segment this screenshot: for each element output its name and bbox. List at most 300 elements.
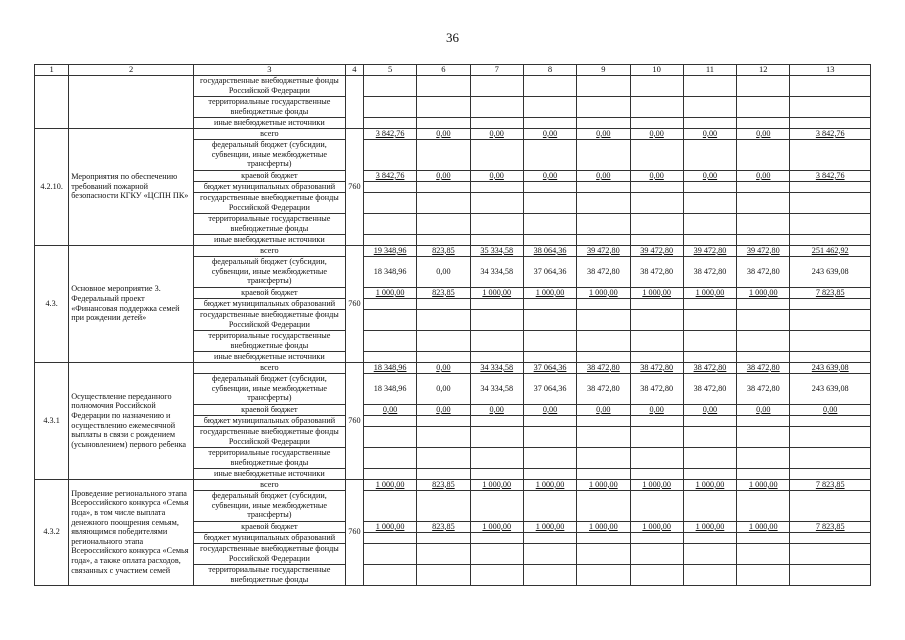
- value-cell: [523, 245, 576, 256]
- value-cell: [417, 117, 470, 128]
- value-cell: [630, 490, 683, 521]
- row-code: [35, 75, 69, 128]
- value-cell: [790, 245, 871, 256]
- value-text: 1 000,00: [482, 521, 512, 531]
- column-header: 10: [630, 65, 683, 76]
- value-cell: [683, 351, 736, 362]
- value-text: 0,00: [436, 404, 451, 414]
- value-text: 0,00: [542, 128, 558, 138]
- value-text: 39 472,80: [640, 245, 674, 255]
- value-cell: [737, 543, 790, 564]
- value-text: 38 472,80: [746, 266, 780, 276]
- value-cell: [737, 170, 790, 181]
- value-cell: [470, 330, 523, 351]
- value-cell: [417, 415, 470, 426]
- value-text: 38 064,36: [533, 245, 567, 255]
- value-cell: [417, 330, 470, 351]
- value-cell: [737, 426, 790, 447]
- value-cell: [630, 256, 683, 287]
- value-cell: [417, 362, 470, 373]
- value-cell: [683, 75, 736, 96]
- value-cell: [363, 309, 416, 330]
- value-text: 0,00: [649, 170, 664, 180]
- value-text: 0,00: [596, 404, 611, 414]
- value-cell: [683, 479, 736, 490]
- value-cell: [790, 426, 871, 447]
- value-cell: [737, 468, 790, 479]
- funding-source: бюджет муниципальных образований: [193, 415, 345, 426]
- grbs-code: 760: [345, 362, 363, 479]
- value-cell: [683, 468, 736, 479]
- value-cell: [470, 192, 523, 213]
- value-cell: [683, 490, 736, 521]
- column-header: 6: [417, 65, 470, 76]
- value-cell: [683, 128, 736, 139]
- value-cell: [737, 245, 790, 256]
- value-cell: [790, 330, 871, 351]
- grbs-code: 760: [345, 245, 363, 362]
- value-cell: [363, 139, 416, 170]
- value-cell: [417, 170, 470, 181]
- value-text: 0,00: [823, 404, 838, 414]
- value-cell: [470, 532, 523, 543]
- value-text: 18 348,96: [373, 266, 407, 276]
- value-cell: [737, 351, 790, 362]
- value-cell: [417, 96, 470, 117]
- value-text: 823,85: [432, 521, 455, 531]
- value-cell: [790, 128, 871, 139]
- value-text: 38 472,80: [586, 383, 620, 393]
- value-cell: [630, 330, 683, 351]
- value-cell: [523, 351, 576, 362]
- value-text: 0,00: [436, 128, 451, 138]
- table-row: [35, 362, 871, 373]
- value-text: 1 000,00: [482, 479, 512, 489]
- value-cell: [417, 521, 470, 532]
- value-cell: [790, 213, 871, 234]
- value-cell: [523, 468, 576, 479]
- value-cell: [577, 298, 630, 309]
- value-cell: [523, 309, 576, 330]
- value-text: 0,00: [756, 128, 771, 138]
- value-text: 39 472,80: [746, 245, 780, 255]
- funding-source: федеральный бюджет (субсидии, субвенции, иные межбюджетные трансферты): [193, 139, 345, 170]
- value-cell: [470, 245, 523, 256]
- value-cell: [683, 170, 736, 181]
- value-text: 19 348,96: [373, 245, 407, 255]
- value-cell: [523, 170, 576, 181]
- value-cell: [523, 117, 576, 128]
- value-text: 38 472,80: [640, 362, 674, 372]
- value-cell: [363, 447, 416, 468]
- value-text: 1 000,00: [589, 521, 618, 531]
- value-cell: [683, 521, 736, 532]
- value-text: 1 000,00: [695, 521, 725, 531]
- value-cell: [737, 139, 790, 170]
- value-cell: [630, 521, 683, 532]
- value-text: 18 348,96: [373, 362, 407, 372]
- column-header: 3: [193, 65, 345, 76]
- value-cell: [790, 181, 871, 192]
- value-cell: [737, 256, 790, 287]
- value-cell: [737, 479, 790, 490]
- value-cell: [630, 543, 683, 564]
- value-text: 1 000,00: [642, 287, 671, 297]
- value-cell: [577, 170, 630, 181]
- value-cell: [417, 75, 470, 96]
- value-text: 37 064,36: [533, 383, 567, 393]
- value-cell: [683, 234, 736, 245]
- value-cell: [523, 532, 576, 543]
- value-cell: [577, 309, 630, 330]
- value-cell: [470, 75, 523, 96]
- value-cell: [470, 213, 523, 234]
- value-cell: [577, 532, 630, 543]
- value-cell: [630, 139, 683, 170]
- value-cell: [470, 564, 523, 585]
- value-cell: [417, 532, 470, 543]
- row-name: [69, 75, 194, 128]
- value-cell: [523, 447, 576, 468]
- value-cell: [363, 532, 416, 543]
- value-cell: [737, 234, 790, 245]
- value-text: 0,00: [596, 170, 611, 180]
- value-text: 34 334,58: [480, 266, 514, 276]
- value-cell: [683, 245, 736, 256]
- value-cell: [683, 256, 736, 287]
- value-text: 1 000,00: [695, 287, 725, 297]
- value-text: 1 000,00: [535, 521, 565, 531]
- funding-source: территориальные государственные внебюджетные фонды: [193, 447, 345, 468]
- value-cell: [470, 426, 523, 447]
- value-cell: [737, 298, 790, 309]
- value-text: 0,00: [596, 128, 611, 138]
- value-cell: [417, 373, 470, 404]
- value-text: 18 348,96: [373, 383, 407, 393]
- value-cell: [790, 373, 871, 404]
- value-cell: [737, 564, 790, 585]
- value-cell: [577, 543, 630, 564]
- value-text: 38 472,80: [746, 383, 780, 393]
- value-cell: [470, 309, 523, 330]
- value-text: 0,00: [702, 170, 718, 180]
- funding-source: бюджет муниципальных образований: [193, 181, 345, 192]
- value-cell: [737, 96, 790, 117]
- value-cell: [363, 234, 416, 245]
- value-cell: [790, 117, 871, 128]
- value-cell: [790, 468, 871, 479]
- value-cell: [577, 490, 630, 521]
- value-text: 3 842,76: [815, 170, 845, 180]
- value-cell: [470, 298, 523, 309]
- funding-source: краевой бюджет: [193, 521, 345, 532]
- value-text: 0,00: [542, 404, 558, 414]
- value-text: 38 472,80: [640, 383, 674, 393]
- funding-source: территориальные государственные внебюджетные фонды: [193, 213, 345, 234]
- value-text: 0,00: [649, 404, 664, 414]
- value-text: 0,00: [436, 170, 451, 180]
- value-cell: [417, 245, 470, 256]
- value-cell: [683, 532, 736, 543]
- column-header: 9: [577, 65, 630, 76]
- value-text: 1 000,00: [748, 287, 778, 297]
- value-cell: [683, 426, 736, 447]
- value-text: 0,00: [702, 404, 718, 414]
- value-cell: [577, 96, 630, 117]
- table-row: [35, 479, 871, 490]
- value-cell: [737, 447, 790, 468]
- value-cell: [523, 373, 576, 404]
- row-code: 4.3.2: [35, 479, 69, 585]
- value-cell: [523, 426, 576, 447]
- value-cell: [737, 128, 790, 139]
- funding-source: всего: [193, 245, 345, 256]
- value-text: 0,00: [489, 170, 504, 180]
- row-code: 4.2.10.: [35, 128, 69, 245]
- value-cell: [417, 181, 470, 192]
- funding-source: федеральный бюджет (субсидии, субвенции, иные межбюджетные трансферты): [193, 490, 345, 521]
- funding-source: бюджет муниципальных образований: [193, 532, 345, 543]
- value-text: 0,00: [382, 404, 398, 414]
- value-cell: [790, 192, 871, 213]
- value-cell: [417, 192, 470, 213]
- value-text: 251 462,92: [811, 245, 849, 255]
- funding-source: иные внебюджетные источники: [193, 234, 345, 245]
- value-text: 1 000,00: [748, 521, 778, 531]
- value-cell: [790, 543, 871, 564]
- value-text: 823,85: [432, 479, 455, 489]
- value-text: 35 334,58: [480, 245, 514, 255]
- funding-source: федеральный бюджет (субсидии, субвенции, иные межбюджетные трансферты): [193, 373, 345, 404]
- value-cell: [470, 139, 523, 170]
- value-cell: [470, 128, 523, 139]
- value-cell: [363, 96, 416, 117]
- value-cell: [363, 468, 416, 479]
- value-text: 243 639,08: [811, 383, 849, 393]
- value-text: 0,00: [756, 170, 771, 180]
- value-cell: [577, 415, 630, 426]
- value-cell: [363, 490, 416, 521]
- value-cell: [417, 309, 470, 330]
- value-text: 3 842,76: [375, 128, 405, 138]
- value-cell: [683, 298, 736, 309]
- column-header: 11: [683, 65, 736, 76]
- value-cell: [683, 373, 736, 404]
- grbs-code: 760: [345, 128, 363, 245]
- value-text: 0,00: [542, 170, 558, 180]
- value-cell: [683, 404, 736, 415]
- value-cell: [577, 447, 630, 468]
- value-text: 39 472,80: [586, 245, 620, 255]
- value-text: 3 842,76: [815, 128, 845, 138]
- value-text: 0,00: [489, 404, 504, 414]
- value-cell: [470, 256, 523, 287]
- funding-source: государственные внебюджетные фонды Российской Федерации: [193, 192, 345, 213]
- value-cell: [577, 139, 630, 170]
- value-cell: [470, 234, 523, 245]
- value-cell: [737, 287, 790, 298]
- value-cell: [523, 96, 576, 117]
- funding-source: бюджет муниципальных образований: [193, 298, 345, 309]
- value-cell: [790, 479, 871, 490]
- column-header: 1: [35, 65, 69, 76]
- funding-source: государственные внебюджетные фонды Российской Федерации: [193, 426, 345, 447]
- value-cell: [630, 309, 683, 330]
- value-cell: [630, 564, 683, 585]
- value-cell: [363, 128, 416, 139]
- value-cell: [630, 170, 683, 181]
- table-row: [35, 128, 871, 139]
- value-cell: [630, 298, 683, 309]
- value-cell: [737, 309, 790, 330]
- column-header: 13: [790, 65, 871, 76]
- value-text: 1 000,00: [375, 479, 405, 489]
- value-cell: [630, 287, 683, 298]
- value-text: 0,00: [436, 383, 451, 393]
- value-cell: [737, 117, 790, 128]
- value-cell: [630, 415, 683, 426]
- column-header: 5: [363, 65, 416, 76]
- value-cell: [630, 362, 683, 373]
- value-cell: [737, 192, 790, 213]
- value-cell: [523, 256, 576, 287]
- value-cell: [790, 351, 871, 362]
- value-cell: [523, 298, 576, 309]
- value-cell: [470, 447, 523, 468]
- value-cell: [523, 330, 576, 351]
- value-cell: [470, 170, 523, 181]
- value-cell: [630, 404, 683, 415]
- value-cell: [790, 362, 871, 373]
- column-header: 7: [470, 65, 523, 76]
- value-cell: [470, 96, 523, 117]
- page-number: 36: [446, 30, 459, 45]
- value-cell: [577, 287, 630, 298]
- value-cell: [790, 564, 871, 585]
- value-text: 1 000,00: [642, 479, 671, 489]
- value-cell: [790, 287, 871, 298]
- value-cell: [363, 298, 416, 309]
- value-cell: [577, 404, 630, 415]
- value-text: 1 000,00: [375, 521, 405, 531]
- value-cell: [630, 213, 683, 234]
- value-cell: [363, 373, 416, 404]
- value-cell: [630, 468, 683, 479]
- value-text: 1 000,00: [748, 479, 778, 489]
- funding-source: иные внебюджетные источники: [193, 117, 345, 128]
- value-cell: [523, 181, 576, 192]
- funding-source: всего: [193, 128, 345, 139]
- value-cell: [417, 447, 470, 468]
- value-cell: [630, 128, 683, 139]
- grbs-code: [345, 75, 363, 128]
- value-cell: [630, 117, 683, 128]
- value-cell: [363, 479, 416, 490]
- grbs-code: 760: [345, 479, 363, 585]
- value-cell: [737, 213, 790, 234]
- row-name: Проведение регионального этапа Всероссийского конкурса «Семья года», в том числе выплата денежного поощрения семьям, являющимся победителями регионального этапа Всероссийского конкурса «Семья года», а также оплата расходов, связанных с участием семей: [69, 479, 194, 585]
- value-text: 0,00: [649, 128, 664, 138]
- value-cell: [790, 404, 871, 415]
- value-cell: [790, 139, 871, 170]
- value-cell: [790, 532, 871, 543]
- funding-source: иные внебюджетные источники: [193, 468, 345, 479]
- value-cell: [790, 75, 871, 96]
- funding-source: территориальные государственные внебюджетные фонды: [193, 564, 345, 585]
- funding-source: краевой бюджет: [193, 170, 345, 181]
- value-cell: [630, 96, 683, 117]
- value-cell: [577, 75, 630, 96]
- value-text: 1 000,00: [535, 287, 565, 297]
- value-cell: [577, 468, 630, 479]
- value-cell: [577, 351, 630, 362]
- value-text: 34 334,58: [480, 362, 514, 372]
- value-cell: [577, 117, 630, 128]
- value-text: 1 000,00: [642, 521, 671, 531]
- value-cell: [630, 479, 683, 490]
- value-cell: [577, 234, 630, 245]
- value-cell: [523, 287, 576, 298]
- value-cell: [523, 479, 576, 490]
- funding-source: государственные внебюджетные фонды Российской Федерации: [193, 543, 345, 564]
- funding-source: всего: [193, 479, 345, 490]
- value-cell: [683, 213, 736, 234]
- value-text: 1 000,00: [695, 479, 725, 489]
- value-text: 0,00: [756, 404, 771, 414]
- value-cell: [417, 256, 470, 287]
- value-cell: [683, 96, 736, 117]
- funding-source: территориальные государственные внебюджетные фонды: [193, 96, 345, 117]
- value-text: 1 000,00: [589, 479, 618, 489]
- funding-source: иные внебюджетные источники: [193, 351, 345, 362]
- value-cell: [363, 192, 416, 213]
- value-cell: [737, 490, 790, 521]
- value-text: 0,00: [489, 128, 504, 138]
- value-cell: [470, 521, 523, 532]
- value-text: 243 639,08: [811, 266, 849, 276]
- row-name: Основное мероприятие 3. Федеральный проект «Финансовая поддержка семей при рождении детей»: [69, 245, 194, 362]
- value-cell: [630, 75, 683, 96]
- value-cell: [363, 543, 416, 564]
- value-cell: [523, 234, 576, 245]
- value-cell: [523, 128, 576, 139]
- value-cell: [363, 362, 416, 373]
- value-text: 37 064,36: [533, 362, 567, 372]
- value-cell: [470, 287, 523, 298]
- value-cell: [523, 564, 576, 585]
- table-row: [35, 245, 871, 256]
- value-text: 823,85: [432, 245, 455, 255]
- value-cell: [417, 128, 470, 139]
- value-cell: [577, 192, 630, 213]
- value-cell: [470, 479, 523, 490]
- value-cell: [523, 213, 576, 234]
- value-cell: [363, 287, 416, 298]
- value-cell: [470, 543, 523, 564]
- value-cell: [417, 490, 470, 521]
- value-cell: [683, 117, 736, 128]
- value-cell: [363, 351, 416, 362]
- value-cell: [630, 426, 683, 447]
- value-text: 3 842,76: [375, 170, 405, 180]
- value-cell: [523, 192, 576, 213]
- value-cell: [790, 234, 871, 245]
- value-cell: [363, 245, 416, 256]
- column-header: 12: [737, 65, 790, 76]
- value-cell: [417, 543, 470, 564]
- value-cell: [417, 426, 470, 447]
- value-cell: [737, 404, 790, 415]
